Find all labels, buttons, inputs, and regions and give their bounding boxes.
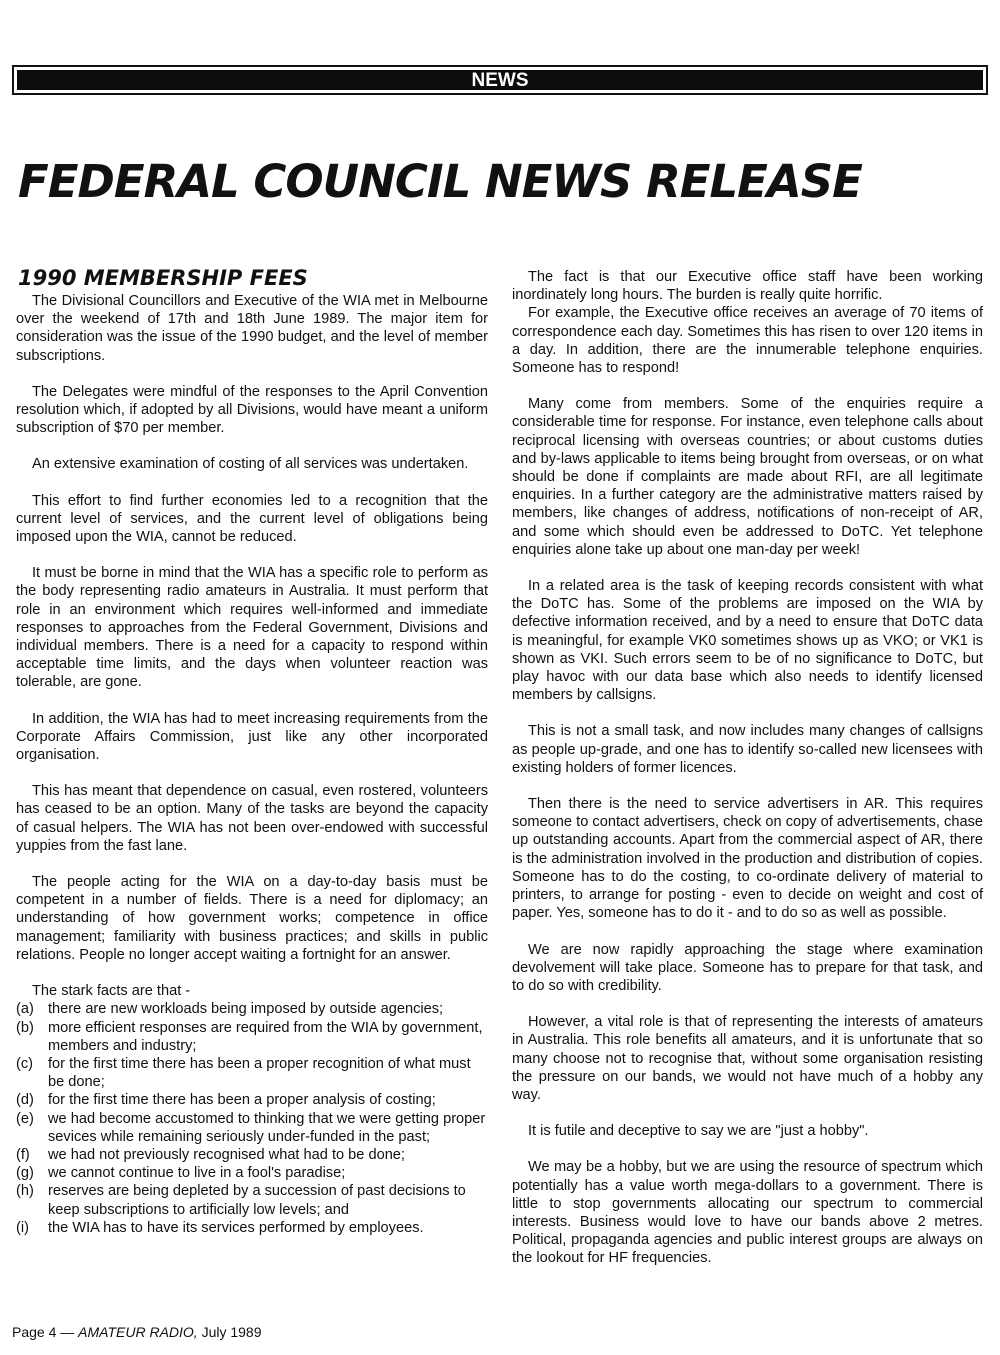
page-title: FEDERAL COUNCIL NEWS RELEASE xyxy=(18,155,862,208)
list-item-label: (e) xyxy=(16,1110,34,1127)
paragraph: This is not a small task, and now includes many changes of callsigns as people up-grade, and one has to identify so-called new licensees with existing holders of former licences. xyxy=(512,723,983,776)
list-item-label: (h) xyxy=(16,1183,34,1200)
list-item xyxy=(16,1110,488,1146)
paragraph: In addition, the WIA has had to meet increasing requirements from the Corporate Affairs Commission, just like any other incorporated organisation. xyxy=(16,710,488,764)
list-item-text: for the first time there has been a proper recognition of what must be done; xyxy=(48,1055,471,1091)
paragraph: For example, the Executive office receives an average of 70 items of correspondence each day. Sometimes this has risen to over 120 items in a day. In addition, there are the innumerable telephone enquiries. Someone has to respond! xyxy=(512,305,983,377)
paragraph: The people acting for the WIA on a day-to-day basis must be competent in a number of fields. There is a need for diplomacy; an understanding of how government works; competence in office management; familiarity with business practices; and skills in public relations. People no longer accept waiting a fortnight for an answer. xyxy=(16,874,488,963)
footer-issue-date: July 1989 xyxy=(201,1324,262,1340)
paragraph: It must be borne in mind that the WIA has a specific role to perform as the body representing radio amateurs in Australia. It must perform that role in an environment which requires well-informed and immediate responses to approaches from the Federal Government, Divisions and individual members. There is a need for a capacity to respond within acceptable time limits, and the days when volunteer reaction was tolerable, are gone. xyxy=(16,565,488,691)
list-item-label: (g) xyxy=(16,1165,34,1182)
news-banner-label: NEWS xyxy=(17,70,983,90)
list-item-text: we cannot continue to live in a fool's paradise; xyxy=(48,1165,346,1182)
list-item-text: more efficient responses are required from the WIA by government, members and industry; xyxy=(48,1019,483,1054)
paragraph: However, a vital role is that of representing the interests of amateurs in Australia. This role benefits all amateurs, and it is unfortunate that so many choose not to recognise that, without some organisation resisting the pressure on our bands, we would not have much of a hobby any way. xyxy=(512,1014,983,1103)
paragraph: In a related area is the task of keeping records consistent with what the DoTC has. Some of the problems are imposed on the WIA by defective information received, and by a need to ensure that DoTC data is meaningful, for example VK0 sometimes shows up as VKO; or VK1 is shown as VKI. Such errors seem to be of no significance to DoTC, but play havoc with our data base which also needs to identify licensed members by callsigns. xyxy=(512,578,983,704)
list-item-text: the WIA has to have its services performed by employees. xyxy=(48,1219,424,1236)
stark-facts-list xyxy=(16,1000,488,1237)
paragraph: This has meant that dependence on casual, even rostered, volunteers has ceased to be an option. Many of the tasks are beyond the capacity of casual helpers. The WIA has not been over-endowed with successful yuppies from the fast lane. xyxy=(16,783,488,854)
footer-page-number: Page 4 — xyxy=(12,1324,75,1340)
paragraph: Many come from members. Some of the enquiries require a considerable time for response. For instance, even telephone calls about reciprocal licensing with overseas countries; or about customs duties and by-laws applicable to items being brought from overseas, or on what should be done if complaints are made about RFI, are all legitimate enquiries. In a further category are the administrative matters raised by members, like changes of address, notifications of non-receipt of AR, and some which should even be addressed to DoTC. Yet telephone enquiries alone take up about one man-day per week! xyxy=(512,396,983,558)
footer-magazine-name: AMATEUR RADIO, xyxy=(78,1324,198,1340)
paragraph: The Delegates were mindful of the responses to the April Convention resolution which, if adopted by all Divisions, would have meant a uniform subscription of $70 per member. xyxy=(16,383,488,437)
list-item xyxy=(16,1219,488,1237)
paragraph: An extensive examination of costing of all services was undertaken. xyxy=(32,456,469,473)
paragraph: It is futile and deceptive to say we are "just a hobby". xyxy=(528,1123,869,1140)
paragraph: The stark facts are that - xyxy=(32,983,191,1000)
paragraph: Then there is the need to service advertisers in AR. This requires someone to contact advertisers, check on copy of advertisements, chase up outstanding accounts. Apart from the commercial aspect of AR, there is the administration involved in the production and distribution of copies. Someone has to do the costing, to co-ordinate delivery of material to printers, to arrange for posting - even to decide on weight and cost of paper. Yes, someone has to do it - and to do so as well as possible. xyxy=(512,796,983,922)
list-item-text: there are new workloads being imposed by outside agencies; xyxy=(48,1001,444,1018)
list-item xyxy=(16,1000,488,1018)
list-item-text: reserves are being depleted by a succession of past decisions to keep subscriptions to artificially low levels; and xyxy=(48,1183,466,1218)
list-item-label: (i) xyxy=(16,1219,29,1236)
list-item xyxy=(16,1164,488,1182)
list-item-label: (c) xyxy=(16,1055,34,1072)
list-item xyxy=(16,1182,488,1218)
list-item xyxy=(16,1055,488,1091)
list-item-label: (f) xyxy=(16,1146,30,1163)
left-column xyxy=(16,266,488,1237)
list-item xyxy=(16,1091,488,1109)
paragraph: This effort to find further economies led to a recognition that the current level of services, and the current level of obligations being imposed upon the WIA, cannot be reduced. xyxy=(16,492,488,546)
page-footer xyxy=(12,1324,262,1340)
list-item xyxy=(16,1146,488,1164)
paragraph: The Divisional Councillors and Executive of the WIA met in Melbourne over the weekend of 17th and 18th June 1989. The major item for consideration was the issue of the 1990 budget, and the level of member subscriptions. xyxy=(16,293,488,364)
list-item-text: we had become accustomed to thinking that we were getting proper sevices while remaining seriously under-funded in the past; xyxy=(48,1110,486,1145)
list-item xyxy=(16,1019,488,1055)
section-heading: 1990 MEMBERSHIP FEES xyxy=(18,266,308,290)
paragraph: The fact is that our Executive office staff have been working inordinately long hours. The burden is really quite horrific. xyxy=(512,269,983,304)
right-column xyxy=(512,268,983,1286)
list-item-text: for the first time there has been a proper analysis of costing; xyxy=(48,1092,436,1109)
list-item-text: we had not previously recognised what had to be done; xyxy=(48,1146,405,1163)
list-item-label: (a) xyxy=(16,1001,34,1018)
paragraph: We are now rapidly approaching the stage where examination devolvement will take place. Someone has to prepare for that task, and to do so with credibility. xyxy=(512,941,983,994)
news-banner xyxy=(12,65,988,95)
list-item-label: (b) xyxy=(16,1019,34,1036)
paragraph: We may be a hobby, but we are using the resource of spectrum which potentially has a value worth mega-dollars to a government. There is little to stop governments allocating our spectrum to commercial interests. Business would love to have our bands above 2 metres. Political, propaganda agencies and public interest groups are always on the lookout for HF frequencies. xyxy=(512,1159,983,1267)
list-item-label: (d) xyxy=(16,1092,34,1109)
